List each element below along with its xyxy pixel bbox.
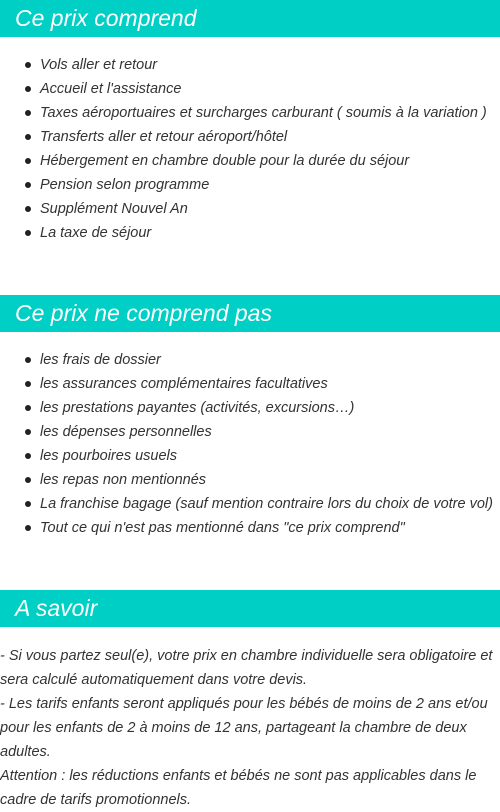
- list-item: [0, 492, 500, 516]
- list-item-label: les repas non mentionnés: [40, 472, 207, 488]
- list-item-label: les dépenses personnelles: [40, 424, 212, 440]
- list-item-label: Pension selon programme: [40, 177, 210, 193]
- list-item-label: Taxes aéroportuaires et surcharges carburant ( soumis à la variation ): [40, 105, 487, 121]
- list-item-label: Tout ce qui n'est pas mentionné dans "ce prix comprend": [40, 520, 405, 536]
- list-item: [0, 444, 500, 468]
- info-text: [0, 644, 500, 812]
- includes-list: [0, 53, 500, 245]
- list-item: [0, 420, 500, 444]
- bullet-icon: [25, 429, 31, 435]
- bullet-icon: [25, 158, 31, 164]
- list-item: [0, 221, 500, 245]
- list-item-label: les pourboires usuels: [40, 448, 178, 464]
- list-item: [0, 53, 500, 77]
- list-item-label: Vols aller et retour: [40, 57, 158, 73]
- list-item: [0, 173, 500, 197]
- bullet-icon: [25, 86, 31, 92]
- bullet-icon: [25, 62, 31, 68]
- bullet-icon: [25, 477, 31, 483]
- bullet-icon: [25, 134, 31, 140]
- bullet-icon: [25, 381, 31, 387]
- bullet-icon: [25, 182, 31, 188]
- excludes-list: [0, 348, 500, 540]
- info-paragraph: Attention : les réductions enfants et bébés ne sont pas applicables dans le cadre de tarifs promotionnels.: [0, 768, 477, 808]
- bullet-icon: [25, 357, 31, 363]
- info-paragraph: - Si vous partez seul(e), votre prix en chambre individuelle sera obligatoire et sera calculé automatiquement dans votre devis.: [0, 648, 493, 688]
- list-item: [0, 125, 500, 149]
- list-item: [0, 468, 500, 492]
- list-item-label: Transferts aller et retour aéroport/hôtel: [40, 129, 288, 145]
- list-item: [0, 516, 500, 540]
- list-item: [0, 348, 500, 372]
- list-item-label: Supplément Nouvel An: [40, 201, 188, 217]
- bullet-icon: [25, 110, 31, 116]
- bullet-icon: [25, 206, 31, 212]
- list-item: [0, 101, 500, 125]
- bullet-icon: [25, 405, 31, 411]
- list-item-label: La taxe de séjour: [40, 225, 152, 241]
- list-item-label: les frais de dossier: [40, 352, 161, 368]
- list-item-label: Accueil et l'assistance: [40, 81, 182, 97]
- bullet-icon: [25, 525, 31, 531]
- bullet-icon: [25, 453, 31, 459]
- bullet-icon: [25, 501, 31, 507]
- list-item: [0, 149, 500, 173]
- includes-section-title: Ce prix comprend: [0, 0, 500, 37]
- list-item: [0, 197, 500, 221]
- bullet-icon: [25, 230, 31, 236]
- info-section-title: A savoir: [0, 590, 500, 627]
- list-item-label: Hébergement en chambre double pour la durée du séjour: [40, 153, 410, 169]
- list-item: [0, 77, 500, 101]
- list-item-label: les prestations payantes (activités, excursions…): [40, 400, 355, 416]
- list-item-label: La franchise bagage (sauf mention contraire lors du choix de votre vol): [40, 496, 493, 512]
- list-item: [0, 372, 500, 396]
- excludes-section-title: Ce prix ne comprend pas: [0, 295, 500, 332]
- info-paragraph: - Les tarifs enfants seront appliqués pour les bébés de moins de 2 ans et/ou pour les enfants de 2 à moins de 12 ans, partageant la chambre de deux adultes.: [0, 696, 488, 760]
- list-item-label: les assurances complémentaires facultatives: [40, 376, 328, 392]
- list-item: [0, 396, 500, 420]
